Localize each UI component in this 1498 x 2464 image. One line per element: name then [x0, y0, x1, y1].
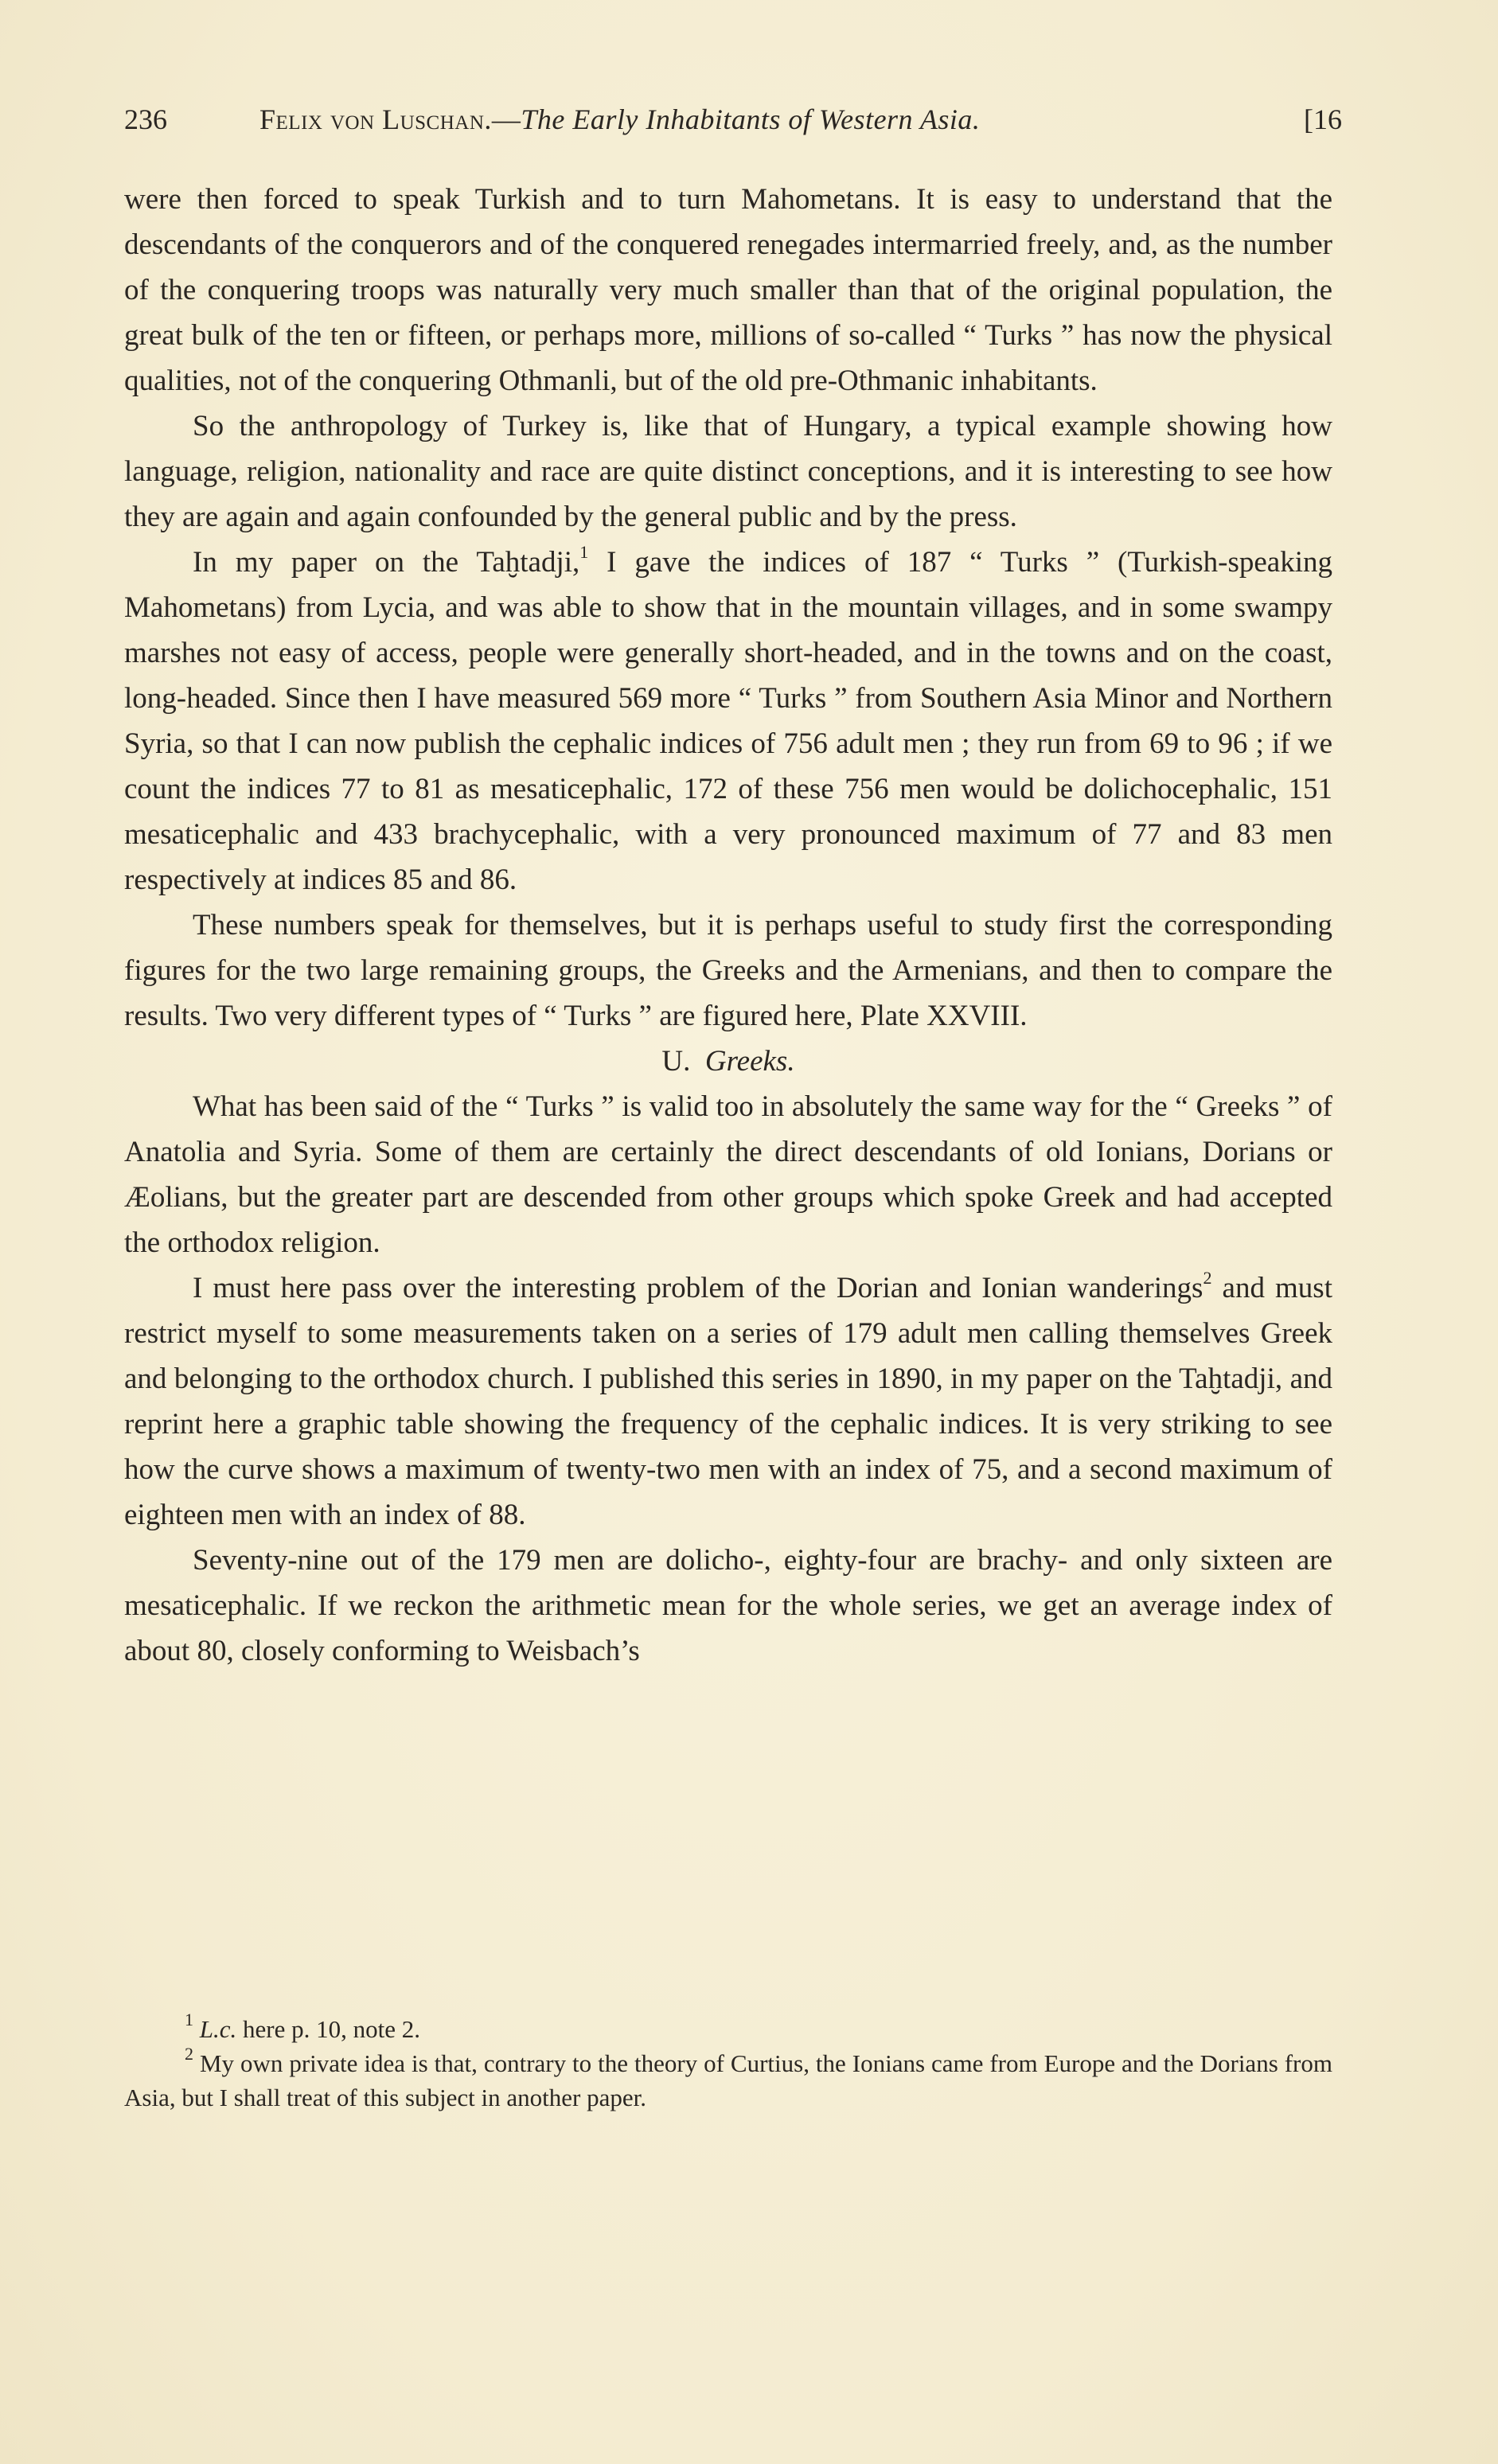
footnote-2 [124, 2043, 1332, 2115]
paragraph-2: So the anthropology of Turkey is, like that of Hungary, a typical example showing how language, religion, nationality and race are quite distinct conceptions, and it is interesting to see how they are again and again confounded by the general public and by the press. [124, 410, 1332, 533]
paragraph-5: What has been said of the “ Turks ” is valid too in absolutely the same way for the “ Greeks ” of Anatolia and Syria. Some of them are certainly the direct descendants of old Ionians, Dorians or Æolians, but the greater part are descended from other groups which spoke Greek and had accepted the orthodox religion. [124, 1090, 1332, 1259]
paragraph-1: were then forced to speak Turkish and to turn Mahometans. It is easy to understand that the descendants of the conquerors and of the conquered renegades intermarried freely, and, as the number of the conquering troops was naturally very much smaller than that of the original population, the great bulk of the ten or fifteen, or perhaps more, millions of so-called “ Turks ” has now the physical qualities, not of the conquering Othmanli, but of the old pre-Othmanic inhabitants. [124, 183, 1332, 397]
paragraph-3-start: In my paper on the Taḫtadji, [193, 546, 580, 579]
paragraph-6 [124, 1265, 1332, 1538]
footnote-1 [124, 2009, 1332, 2046]
page-number: 236 [124, 103, 167, 135]
section-heading [124, 1039, 1332, 1084]
header-dash: — [491, 103, 521, 135]
paragraph-7: Seventy-nine out of the 179 men are dolicho-, eighty-four are brachy- and only sixteen are mesaticephalic. If we reckon the arithmetic mean for the whole series, we get an average index of about 80, closely conforming to Weisbach’s [124, 1544, 1332, 1667]
footnote-1-text: here p. 10, note 2. [236, 2015, 420, 2043]
paragraph-4: These numbers speak for themselves, but it is perhaps useful to study first the corresponding figures for the two large remaining groups, the Greeks and the Armenians, and then to compare the results. Two very different types of “ Turks ” are figured here, Plate XXVIII. [124, 909, 1332, 1032]
paragraph-3 [124, 540, 1332, 903]
paragraph-6-rest: and must restrict myself to some measurements taken on a series of 179 adult men calling themselves Greek and belonging to the orthodox church. I published this series in 1890, in my paper on the Taḫtadji, and reprint here a graphic table showing the frequency of the cephalic indices. It is very striking to see how the curve shows a maximum of twenty-two men with an index of 75, and a second maximum of eighteen men with an index of 88. [124, 1272, 1332, 1531]
footnote-2-text: My own private idea is that, contrary to the theory of Curtius, the Ionians came from Europe and the Dorians from Asia, but I shall treat of this subject in another paper. [124, 2049, 1332, 2111]
running-header [124, 99, 1342, 140]
header-title: The Early Inhabitants of Western Asia. [521, 103, 981, 135]
paragraph-3-rest: I gave the indices of 187 “ Turks ” (Turkish-speaking Mahometans) from Lycia, and was able to show that in the mountain villages, and in some swampy marshes not easy of access, people were generally short-headed, and in the towns and on the coast, long-headed. Since then I have measured 569 more “ Turks ” from Southern Asia Minor and Northern Syria, so that I can now publish the cephalic indices of 756 adult men ; they run from 69 to 96 ; if we count the indices 77 to 81 as mesaticephalic, 172 of these 756 men would be dolichocephalic, 151 mesaticephalic and 433 brachycephalic, with a very pronounced maximum of 77 and 83 men respectively at indices 85 and 86. [124, 546, 1332, 896]
section-title: Greeks. [704, 1045, 795, 1078]
footnotes [124, 2009, 1332, 2115]
footnote-1-mark: 1 [185, 2009, 193, 2029]
running-title [259, 99, 1342, 140]
body-text [124, 177, 1332, 1674]
footnote-2-mark: 2 [185, 2043, 193, 2064]
section-mark: [16 [1304, 103, 1342, 135]
header-author: Felix von Luschan. [259, 103, 492, 135]
paragraph-6-start: I must here pass over the interesting problem of the Dorian and Ionian wanderings [193, 1272, 1203, 1304]
section-letter: U. [661, 1045, 691, 1078]
footnote-1-citation: L.c. [199, 2015, 237, 2043]
footnote-ref-2[interactable]: 2 [1203, 1267, 1212, 1288]
footnote-ref-1[interactable]: 1 [579, 541, 589, 562]
